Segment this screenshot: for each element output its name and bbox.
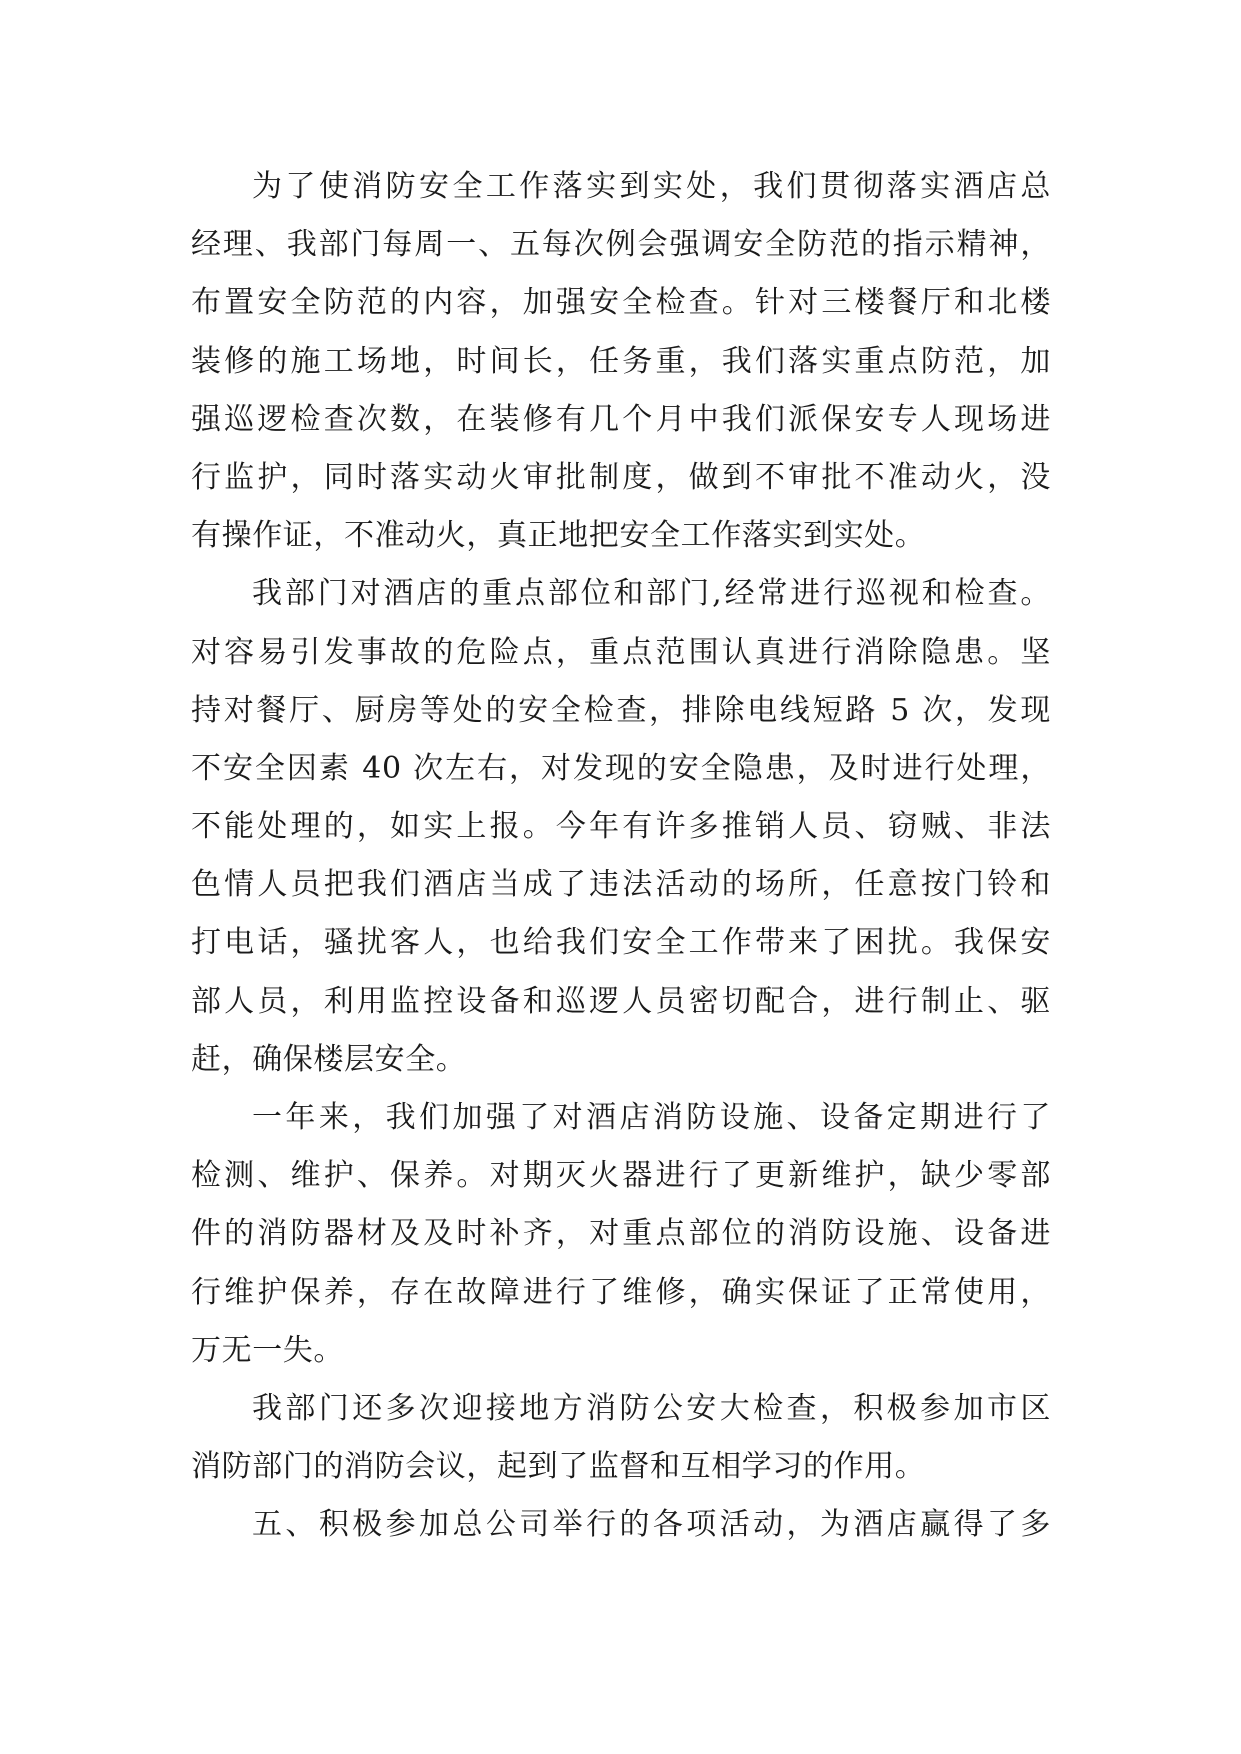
text-line: 行维护保养，存在故障进行了维修，确实保证了正常使用， xyxy=(191,1274,1051,1310)
text-line: 强巡逻检查次数，在装修有几个月中我们派保安专人现场进 xyxy=(191,401,1051,437)
paragraph-inspection-meetings xyxy=(191,1380,1051,1496)
paragraph-key-area-inspection xyxy=(191,565,1051,1089)
text-line: 装修的施工场地，时间长，任务重，我们落实重点防范，加 xyxy=(191,343,1051,379)
text-line: 行监护，同时落实动火审批制度，做到不审批不准动火，没 xyxy=(191,459,1051,495)
text-line: 为了使消防安全工作落实到实处，我们贯彻落实酒店总 xyxy=(252,169,1051,204)
text-line: 经理、我部门每周一、五每次例会强调安全防范的指示精神， xyxy=(191,227,1051,263)
text-line: 一年来，我们加强了对酒店消防设施、设备定期进行了 xyxy=(252,1100,1051,1135)
text-line: 打电话，骚扰客人，也给我们安全工作带来了困扰。我保安 xyxy=(191,925,1051,961)
document-body xyxy=(191,158,1051,1555)
text-line: 持对餐厅、厨房等处的安全检查，排除电线短路 5 次，发现 xyxy=(191,692,1051,728)
text-line: 我部门还多次迎接地方消防公安大检查，积极参加市区 xyxy=(252,1390,1051,1426)
paragraph-fire-safety-implementation xyxy=(191,158,1051,565)
text-line: 赶，确保楼层安全。 xyxy=(191,1041,467,1077)
text-line: 有操作证，不准动火，真正地把安全工作落实到实处。 xyxy=(191,518,926,554)
text-line: 件的消防器材及及时补齐，对重点部位的消防设施、设备进 xyxy=(191,1216,1051,1252)
text-line: 色情人员把我们酒店当成了违法活动的场所，任意按门铃和 xyxy=(191,867,1051,903)
paragraph-equipment-maintenance xyxy=(191,1089,1051,1380)
text-line: 对容易引发事故的危险点，重点范围认真进行消除隐患。坚 xyxy=(191,634,1051,670)
text-line: 检测、维护、保养。对期灭火器进行了更新维护，缺少零部 xyxy=(191,1158,1051,1194)
text-line: 五、积极参加总公司举行的各项活动，为酒店赢得了多 xyxy=(252,1507,1051,1543)
text-line: 不能处理的，如实上报。今年有许多推销人员、窃贼、非法 xyxy=(191,809,1051,845)
text-line: 部人员，利用监控设备和巡逻人员密切配合，进行制止、驱 xyxy=(191,983,1051,1019)
paragraph-section-five xyxy=(191,1496,1051,1554)
text-line: 万无一失。 xyxy=(191,1332,344,1368)
text-line: 消防部门的消防会议，起到了监督和互相学习的作用。 xyxy=(191,1449,926,1485)
text-line: 不安全因素 40 次左右，对发现的安全隐患，及时进行处理， xyxy=(191,750,1051,786)
text-line: 我部门对酒店的重点部位和部门,经常进行巡视和检查。 xyxy=(252,576,1051,612)
text-line: 布置安全防范的内容，加强安全检查。针对三楼餐厅和北楼 xyxy=(191,285,1051,321)
